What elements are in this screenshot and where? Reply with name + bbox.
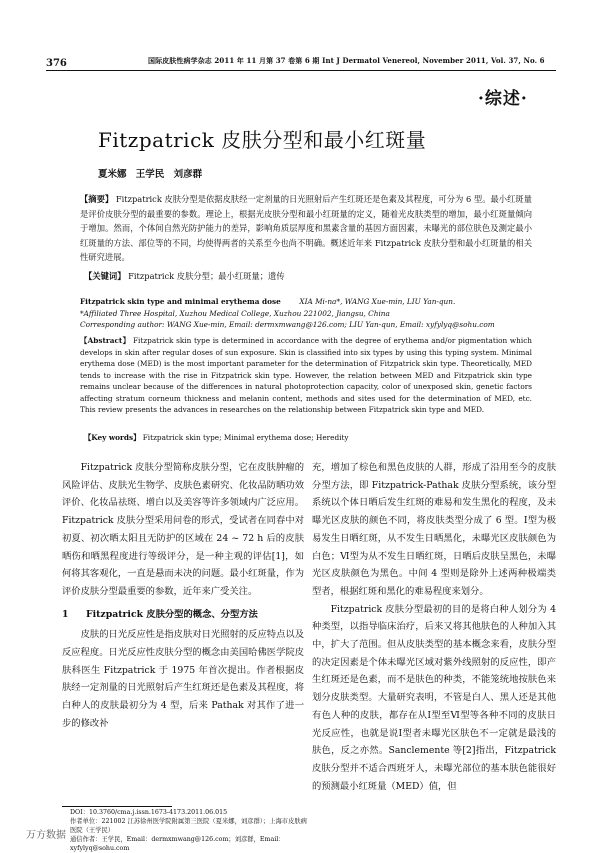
keywords-en-text: Fitzpatrick skin type; Minimal erythema dose; Heredity xyxy=(142,433,349,442)
section-label: ·综述· xyxy=(478,89,528,109)
english-authors: XIA Mi-na*, WANG Xue-min, LIU Yan-qun. xyxy=(299,297,456,306)
abstract-en xyxy=(80,335,532,416)
body-paragraph: Fitzpatrick 皮肤分型最初的目的是将白种人划分为 4 种类型，以指导临床治疗，后来又将其他肤色的人种加入其中，扩大了范围。但从皮肤类型的基本概念来看，皮肤分型的决定因素是个体未曝光区域对紫外线照射的反应性，即产生红斑还是色素，而不是肤色的种类，不能笼统地按肤色来划分皮肤类型。大量研究表明，不管是白人、黑人还是其他有色人种的皮肤，都存在从Ⅰ型至Ⅵ型等各种不同的皮肤日光反应性，也就是说Ⅰ型者未曝光区肤色不一定就是最浅的肤色，反之亦然。Sanclemente 等[2]指出，Fitzpatrick 皮肤分型并不适合西班牙人，未曝光部位的基本肤色能很好的预测最小红斑量（MED）值，但 xyxy=(312,603,556,792)
footnote-rule xyxy=(62,806,172,807)
corresponding-author: Corresponding author: WANG Xue-min, Email: dermxmwang@126.com; LIU Yan-qun, Email: xyfylyq@sohu.com xyxy=(80,320,495,330)
running-header: 国际皮肤性病学杂志 2011 年 11 月第 37 卷第 6 期 Int J Dermatol Venereol, November 2011, Vol. 37, No. 6 xyxy=(148,56,545,65)
abstract-cn-text: Fitzpatrick 皮肤分型是依据皮肤经一定剂量的日光照射后产生红斑还是色素及其程度，可分为 6 型。最小红斑量是评价皮肤分型的最重要的参数。理论上，根据光皮肤分型和最小红斑量的定义，随着光皮肤类型的增加，最小红斑量倾向于增加。然而，个体间自然光防护能力的差异，影响角质层厚度和黑素含量的基因方面因素，未曝光的部位肤色及测定最小红斑量的方法、部位等的不同，均使得两者的关系至今也尚不明确。概述近年来 Fitzpatrick 皮肤分型和最小红斑量的相关性研究进展。 xyxy=(80,194,532,263)
intro-paragraph: Fitzpatrick 皮肤分型简称皮肤分型，它在皮肤肿瘤的风险评估、皮肤光生物学、皮肤色素研究、化妆品防晒功效评价、化妆品祛斑、增白以及美容等许多领域内广泛应用。Fitzpatrick 皮肤分型采用问卷的形式，受试者在同春中对初夏、初次晒太阳且无防护的区域在 24 ~ 72 h 后的皮肤晒伤和晒黑程度进行等级评分，是一种主观的评估[1]，如何将其客观化，一直是悬而未决的问题。最小红斑量，作为评价皮肤分型最重要的参数，近年来广受关注。 xyxy=(62,462,304,597)
watermark: 万方数据 xyxy=(26,830,66,841)
english-title: Fitzpatrick skin type and minimal erythema dose xyxy=(80,297,281,306)
section-heading-1 xyxy=(62,606,304,624)
keywords-cn-label: 【关键词】 xyxy=(84,271,126,281)
article-title: Fitzpatrick 皮肤分型和最小红斑量 xyxy=(98,128,427,152)
abstract-en-label: 【Abstract】 xyxy=(80,336,131,345)
keywords-en-label: 【Key words】 xyxy=(84,433,141,442)
keywords-cn xyxy=(84,270,534,282)
abstract-cn xyxy=(80,192,532,265)
abstract-en-text: Fitzpatrick skin type is determined in accordance with the degree of erythema and/or pigmentation which develops in skin after regular doses of sun exposure. Skin is classified into six types by using this typing system. Minimal erythema dose (MED) is the most important parameter for the determination of Fitzpatrick skin type. Theoretically, MED tends to increase with the rise in Fitzpatrick skin type. However, the relation between MED and Fitzpatrick skin type remains unclear because of the differences in natural photoprotection capacity, color of unexposed skin, genetic factors affecting stratum corneum thickness and melanin content, methods and sites used for the determination of MED, etc. This review presents the advances in researches on the relationship between Fitzpatrick skin type and MED. xyxy=(80,336,532,414)
abstract-cn-label: 【摘要】 xyxy=(80,194,114,204)
section-title: Fitzpatrick 皮肤分型的概念、分型方法 xyxy=(86,608,258,620)
footnote-correspondence: 通信作者：王学民，Email：dermxmwang@126.com；刘彦群，Email：xyfylyq@sohu.com xyxy=(70,836,285,852)
english-header xyxy=(80,296,532,331)
body-left-column xyxy=(62,459,304,733)
english-affiliation: *Affiliated Three Hospital, Xuzhou Medical College, Xuzhou 221002, Jiangsu, China xyxy=(80,308,390,318)
body-paragraph: 皮肤的日光反应性是指皮肤对日光照射的反应特点以及反应程度。日光反应性皮肤分型的概念由美国哈佛医学院皮肤科医生 Fitzpatrick 于 1975 年首次提出。作者根据皮肤经一定剂量的日光照射后产生红斑还是色素及其程度，将白种人的皮肤最初分为 4 型，后来 Pathak 对其作了进一步的修改补 xyxy=(62,629,304,729)
body-paragraph: 充，增加了棕色和黑色皮肤的人群，形成了沿用至今的皮肤分型方法，即 Fitzpatrick-Pathak 皮肤分型系统，该分型系统以个体日晒后发生红斑的难易和发生黑化的程度，及未曝光区皮肤的颜色不同，将皮肤类型分成了 6 型。Ⅰ型为极易发生日晒红斑，从不发生日晒黑化，未曝光区皮肤颜色为白色；Ⅵ型为从不发生日晒红斑，日晒后皮肤呈黑色，未曝光区皮肤颜色为黑色。中间 4 型则是除外上述两种极端类型者，根据红斑和黑化的难易程度来划分。 xyxy=(312,462,556,597)
header-rule xyxy=(46,70,556,71)
authors: 夏米娜 王学民 刘彦群 xyxy=(98,169,203,180)
footnote-doi: DOI：10.3760/cma.j.issn.1673-4173.2011.06.015 xyxy=(70,809,228,816)
keywords-cn-text: Fitzpatrick 皮肤分型；最小红斑量；遗传 xyxy=(128,271,285,281)
page-number: 376 xyxy=(46,58,67,69)
footnote xyxy=(62,808,307,853)
footnote-affiliation: 作者单位：221002 江苏徐州医学院附属第三医院（夏米娜，刘彦群）；上海市皮肤病医院（王学民） xyxy=(70,818,307,834)
keywords-en xyxy=(84,433,534,443)
body-right-column xyxy=(312,459,556,795)
section-number: 1 xyxy=(62,608,69,620)
